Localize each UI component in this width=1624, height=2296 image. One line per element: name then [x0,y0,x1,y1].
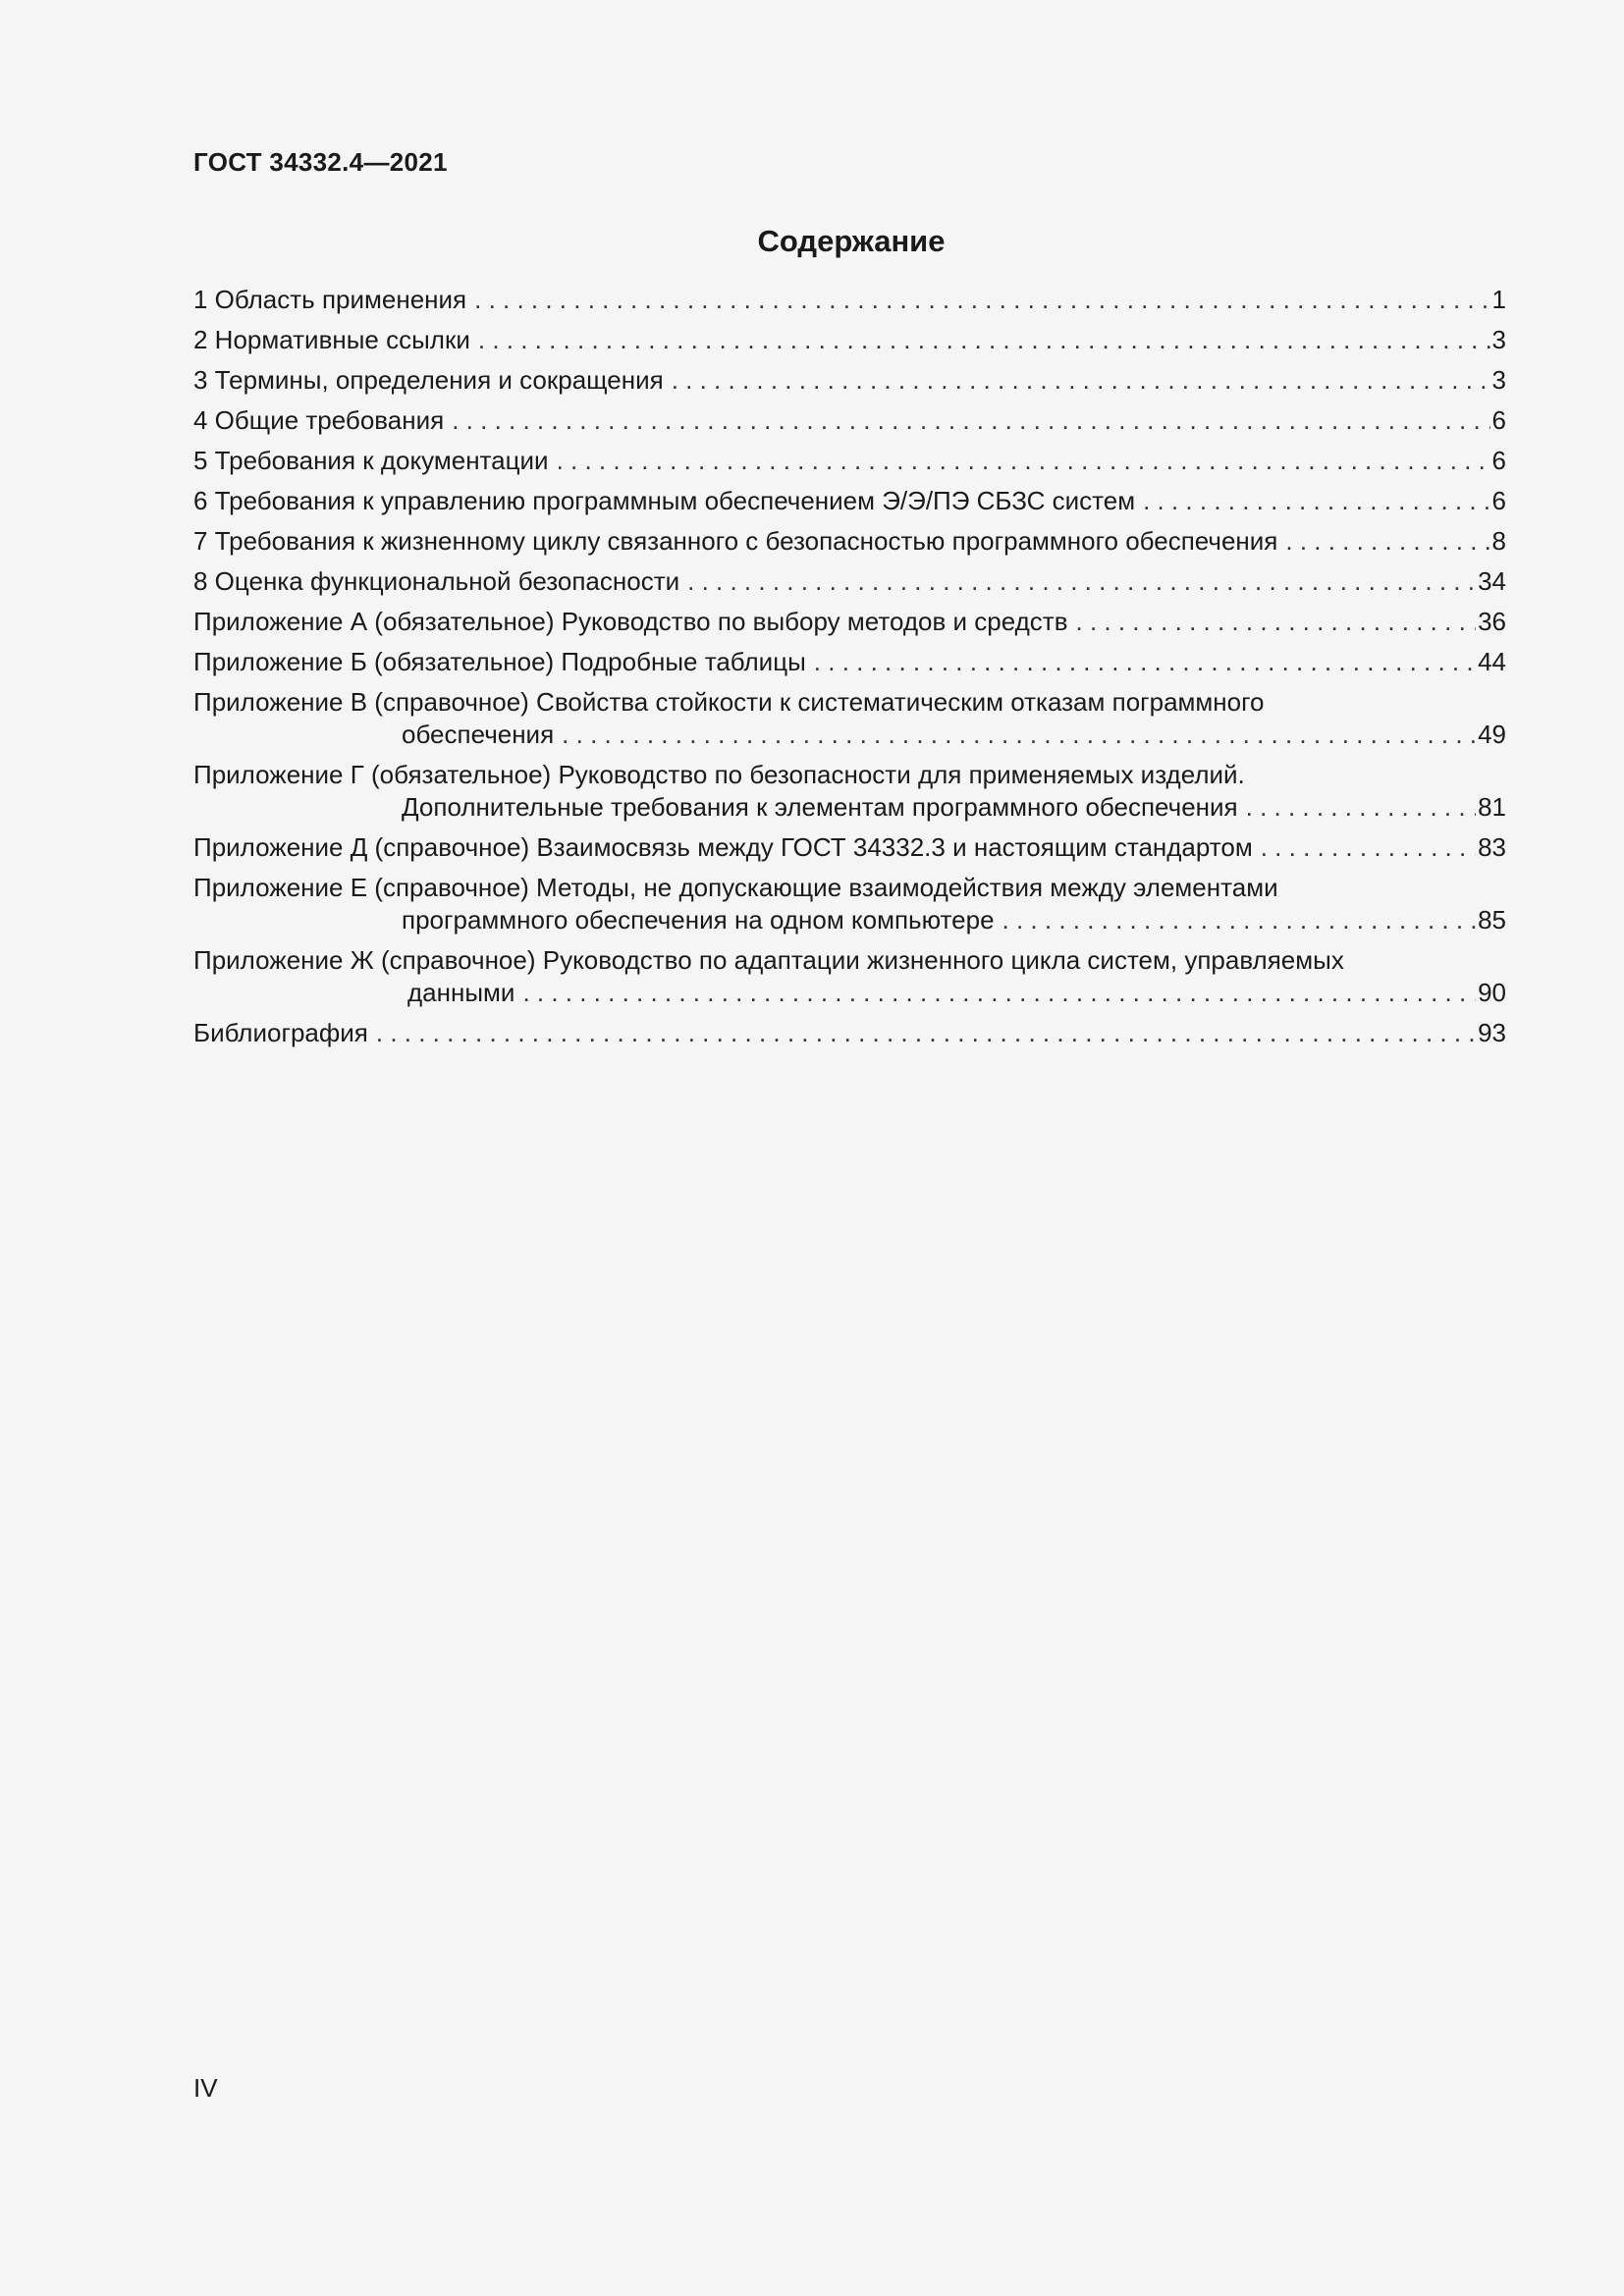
dot-leader [1261,831,1476,864]
toc-entry-page: 1 [1491,285,1506,314]
dot-leader [478,324,1490,356]
toc-entry[interactable] [193,284,1506,316]
toc-entry[interactable] [193,1017,1506,1049]
toc-entry-title: 2 Нормативные ссылки [193,325,470,354]
toc-entry-title-continued: Дополнительные требования к элементам программного обеспечения [402,792,1238,822]
toc-entry-title: Приложение Б (обязательное) Подробные таблицы [193,647,806,676]
toc-entry-page: 93 [1478,1018,1506,1047]
toc-entry-title: 3 Термины, определения и сокращения [193,365,664,395]
toc-entry-title: 7 Требования к жизненному циклу связанного с безопасностью программного обеспечения [193,526,1278,556]
toc-entry[interactable] [193,759,1506,824]
dot-leader [474,284,1489,316]
toc-entry-title: Приложение А (обязательное) Руководство по выбору методов и средств [193,607,1068,636]
dot-leader [1002,904,1477,936]
toc-entry-title: Приложение Г (обязательное) Руководство по безопасности для применяемых изделий. [193,760,1245,789]
toc-entry-title: Приложение В (справочное) Свойства стойкости к систематическим отказам пограммного [193,687,1265,717]
table-of-contents [193,284,1506,1057]
toc-entry-page: 3 [1491,325,1506,354]
toc-entry-title: 4 Общие требования [193,405,445,435]
toc-entry[interactable] [193,872,1506,936]
toc-entry[interactable] [193,485,1506,517]
toc-entry[interactable] [193,686,1506,751]
dot-leader [1076,606,1477,638]
dot-leader [687,565,1476,598]
toc-entry-page: 49 [1478,720,1506,749]
toc-entry-page: 36 [1478,607,1506,636]
toc-entry-page: 6 [1491,405,1506,435]
toc-entry-page: 6 [1491,486,1506,515]
toc-entry[interactable] [193,324,1506,356]
page-number: IV [193,2073,218,2103]
toc-entry-page: 8 [1491,526,1506,556]
toc-entry-title: 1 Область применения [193,285,467,314]
toc-entry-title: Библиография [193,1018,368,1047]
dot-leader [1246,791,1476,824]
toc-entry[interactable] [193,445,1506,477]
toc-entry-page: 90 [1478,978,1506,1007]
dot-leader [562,719,1476,751]
dot-leader [1143,485,1489,517]
toc-entry-title: 8 Оценка функциональной безопасности [193,566,680,596]
toc-entry[interactable] [193,525,1506,558]
toc-entry-title: Приложение Е (справочное) Методы, не допускающие взаимодействия между элементами [193,873,1278,902]
toc-entry[interactable] [193,944,1506,1009]
toc-entry-title: 5 Требования к документации [193,446,549,475]
toc-entry-page: 85 [1478,905,1506,934]
dot-leader [452,404,1489,437]
dot-leader [814,646,1476,678]
document-header: ГОСТ 34332.4—2021 [193,147,448,177]
dot-leader [672,364,1490,397]
toc-entry-page: 3 [1491,365,1506,395]
dot-leader [376,1017,1476,1049]
toc-entry-title: Приложение Ж (справочное) Руководство по адаптации жизненного цикла систем, управляемых [193,945,1344,975]
toc-entry[interactable] [193,831,1506,864]
toc-entry[interactable] [193,606,1506,638]
toc-entry[interactable] [193,565,1506,598]
toc-entry-page: 83 [1478,832,1506,862]
dot-leader [1285,525,1489,558]
toc-entry-page: 34 [1478,566,1506,596]
toc-title: Содержание [757,224,946,258]
toc-entry-title: Приложение Д (справочное) Взаимосвязь между ГОСТ 34332.3 и настоящим стандартом [193,832,1253,862]
toc-entry-page: 6 [1491,446,1506,475]
toc-entry-title-continued: данными [407,978,515,1007]
toc-entry-page: 81 [1478,792,1506,822]
dot-leader [557,445,1490,477]
toc-entry-title: 6 Требования к управлению программным обеспечением Э/Э/ПЭ СБЗС систем [193,486,1136,515]
toc-entry[interactable] [193,646,1506,678]
dot-leader [522,977,1476,1009]
toc-entry-title-continued: обеспечения [402,720,555,749]
toc-entry[interactable] [193,364,1506,397]
toc-entry-page: 44 [1478,647,1506,676]
toc-entry-title-continued: программного обеспечения на одном компьютере [402,905,995,934]
toc-entry[interactable] [193,404,1506,437]
